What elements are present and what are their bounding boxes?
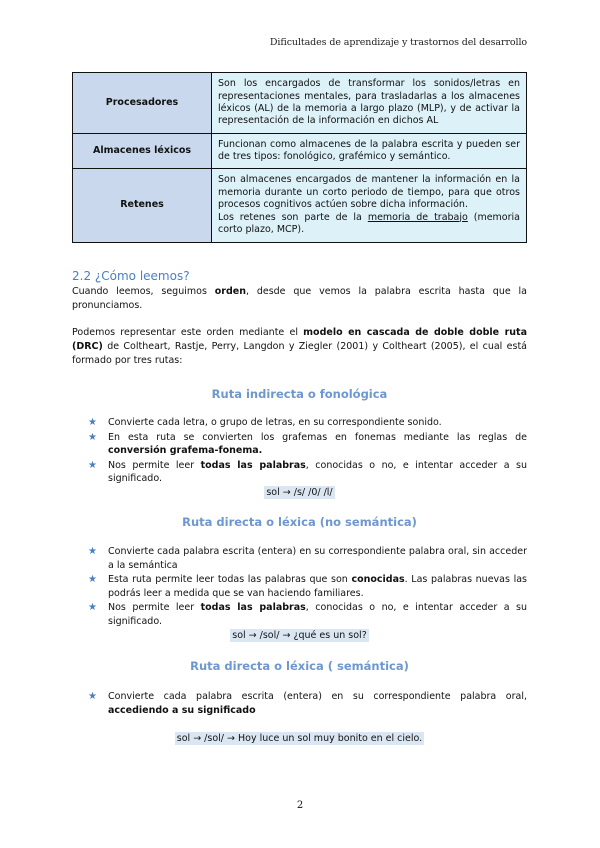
text: En esta ruta se convierten los grafemas en fonemas mediante las reglas de — [108, 431, 527, 443]
text: . Las palabras nuevas las podrás leer a medida que se van haciendo familiares. — [108, 574, 527, 599]
example-text: sol → /s/ /0/ /l/ — [266, 487, 333, 498]
running-header: Dificultades de aprendizaje y trastornos del desarrollo — [269, 37, 527, 48]
route-title: Ruta indirecta o fonológica — [211, 387, 388, 401]
list-item — [88, 573, 527, 600]
route-title: Ruta directa o léxica (no semántica) — [182, 515, 417, 529]
description-cell: Funcionan como almacenes de la palabra escrita y pueden ser de tres tipos: fonológico, grafémico y semántico. — [212, 134, 527, 169]
bold-text: todas las palabras — [200, 602, 306, 613]
table-row — [73, 73, 527, 134]
star-icon: ★ — [88, 602, 97, 613]
list-item — [88, 459, 527, 486]
text: , conocidas o no, e intentar acceder a su significado. — [108, 602, 527, 627]
bold-text: accediendo a su significado — [108, 704, 256, 716]
term-cell: Retenes — [73, 169, 212, 243]
list-item — [88, 416, 527, 430]
text: Convierte cada letra, o grupo de letras, en su correspondiente sonido. — [108, 417, 442, 428]
route-title: Ruta directa o léxica ( semántica) — [190, 659, 409, 673]
section-heading: 2.2 ¿Cómo leemos? — [72, 269, 190, 283]
list-item — [88, 601, 527, 628]
definitions-table — [72, 72, 527, 243]
text: de Coltheart, Rastje, Perry, Langdon y Ziegler (2001) y Coltheart (2005), el cual está formado por tres rutas: — [72, 341, 527, 366]
text: Esta ruta permite leer todas las palabras que son — [108, 574, 352, 585]
table-row — [73, 169, 527, 243]
term-cell: Almacenes léxicos — [73, 134, 212, 169]
star-icon: ★ — [88, 574, 97, 585]
description-text: Los retenes son parte de la — [218, 211, 368, 223]
bold-text: conocidas — [351, 574, 405, 585]
star-icon: ★ — [88, 417, 97, 428]
list-item — [88, 545, 527, 572]
text: Nos permite leer — [108, 459, 201, 471]
bold-text: orden — [214, 286, 246, 297]
text: Podemos representar este orden mediante el — [72, 327, 304, 338]
description-cell — [212, 169, 527, 243]
text: , desde que vemos la palabra escrita hasta que la pronunciamos. — [72, 286, 527, 311]
list-item — [88, 690, 527, 717]
text: Nos permite leer — [108, 602, 201, 613]
star-icon: ★ — [88, 431, 97, 443]
text: , conocidas o no, e intentar acceder a su significado. — [108, 459, 527, 484]
table-row — [73, 134, 527, 169]
star-icon: ★ — [88, 546, 97, 557]
bold-text: todas las palabras — [200, 459, 306, 471]
underlined-term: memoria de trabajo — [367, 211, 468, 223]
model-paragraph — [72, 326, 527, 368]
bullet-list — [88, 416, 527, 487]
text: Cuando leemos, seguimos — [72, 286, 215, 297]
description-text: Son almacenes encargados de mantener la información en la memoria durante un corto periodo de tiempo, para que otros procesos cognitivos actúen sobre dicha información. — [218, 174, 520, 211]
intro-paragraph — [72, 285, 527, 313]
example-line — [72, 630, 527, 641]
page-number: 2 — [296, 800, 304, 811]
bold-text: conversión grafema-fonema. — [108, 445, 263, 456]
bold-text: modelo en cascada de doble doble ruta (DRC) — [72, 327, 527, 352]
star-icon: ★ — [88, 459, 97, 471]
list-item — [88, 431, 527, 458]
bullet-list — [88, 690, 527, 718]
example-line — [72, 733, 527, 744]
description-cell: Son los encargados de transformar los sonidos/letras en representaciones mentales, para trasladarlas a los almacenes léxicos (AL) de la memoria a largo plazo (MLP), y de activar la representación de la información en dichos AL — [212, 73, 527, 134]
bullet-list — [88, 545, 527, 629]
description-text: (memoria corto plazo, MCP). — [218, 211, 520, 236]
example-text: sol → /sol/ → Hoy luce un sol muy bonito en el cielo. — [176, 733, 423, 744]
star-icon: ★ — [88, 691, 97, 702]
example-line — [72, 487, 527, 498]
example-text: sol → /sol/ → ¿qué es un sol? — [232, 630, 367, 641]
text: Convierte cada palabra escrita (entera) en su correspondiente palabra oral, — [108, 691, 527, 702]
term-cell: Procesadores — [73, 73, 212, 134]
text: Convierte cada palabra escrita (entera) en su correspondiente palabra oral, sin acceder a la semántica — [108, 546, 527, 571]
